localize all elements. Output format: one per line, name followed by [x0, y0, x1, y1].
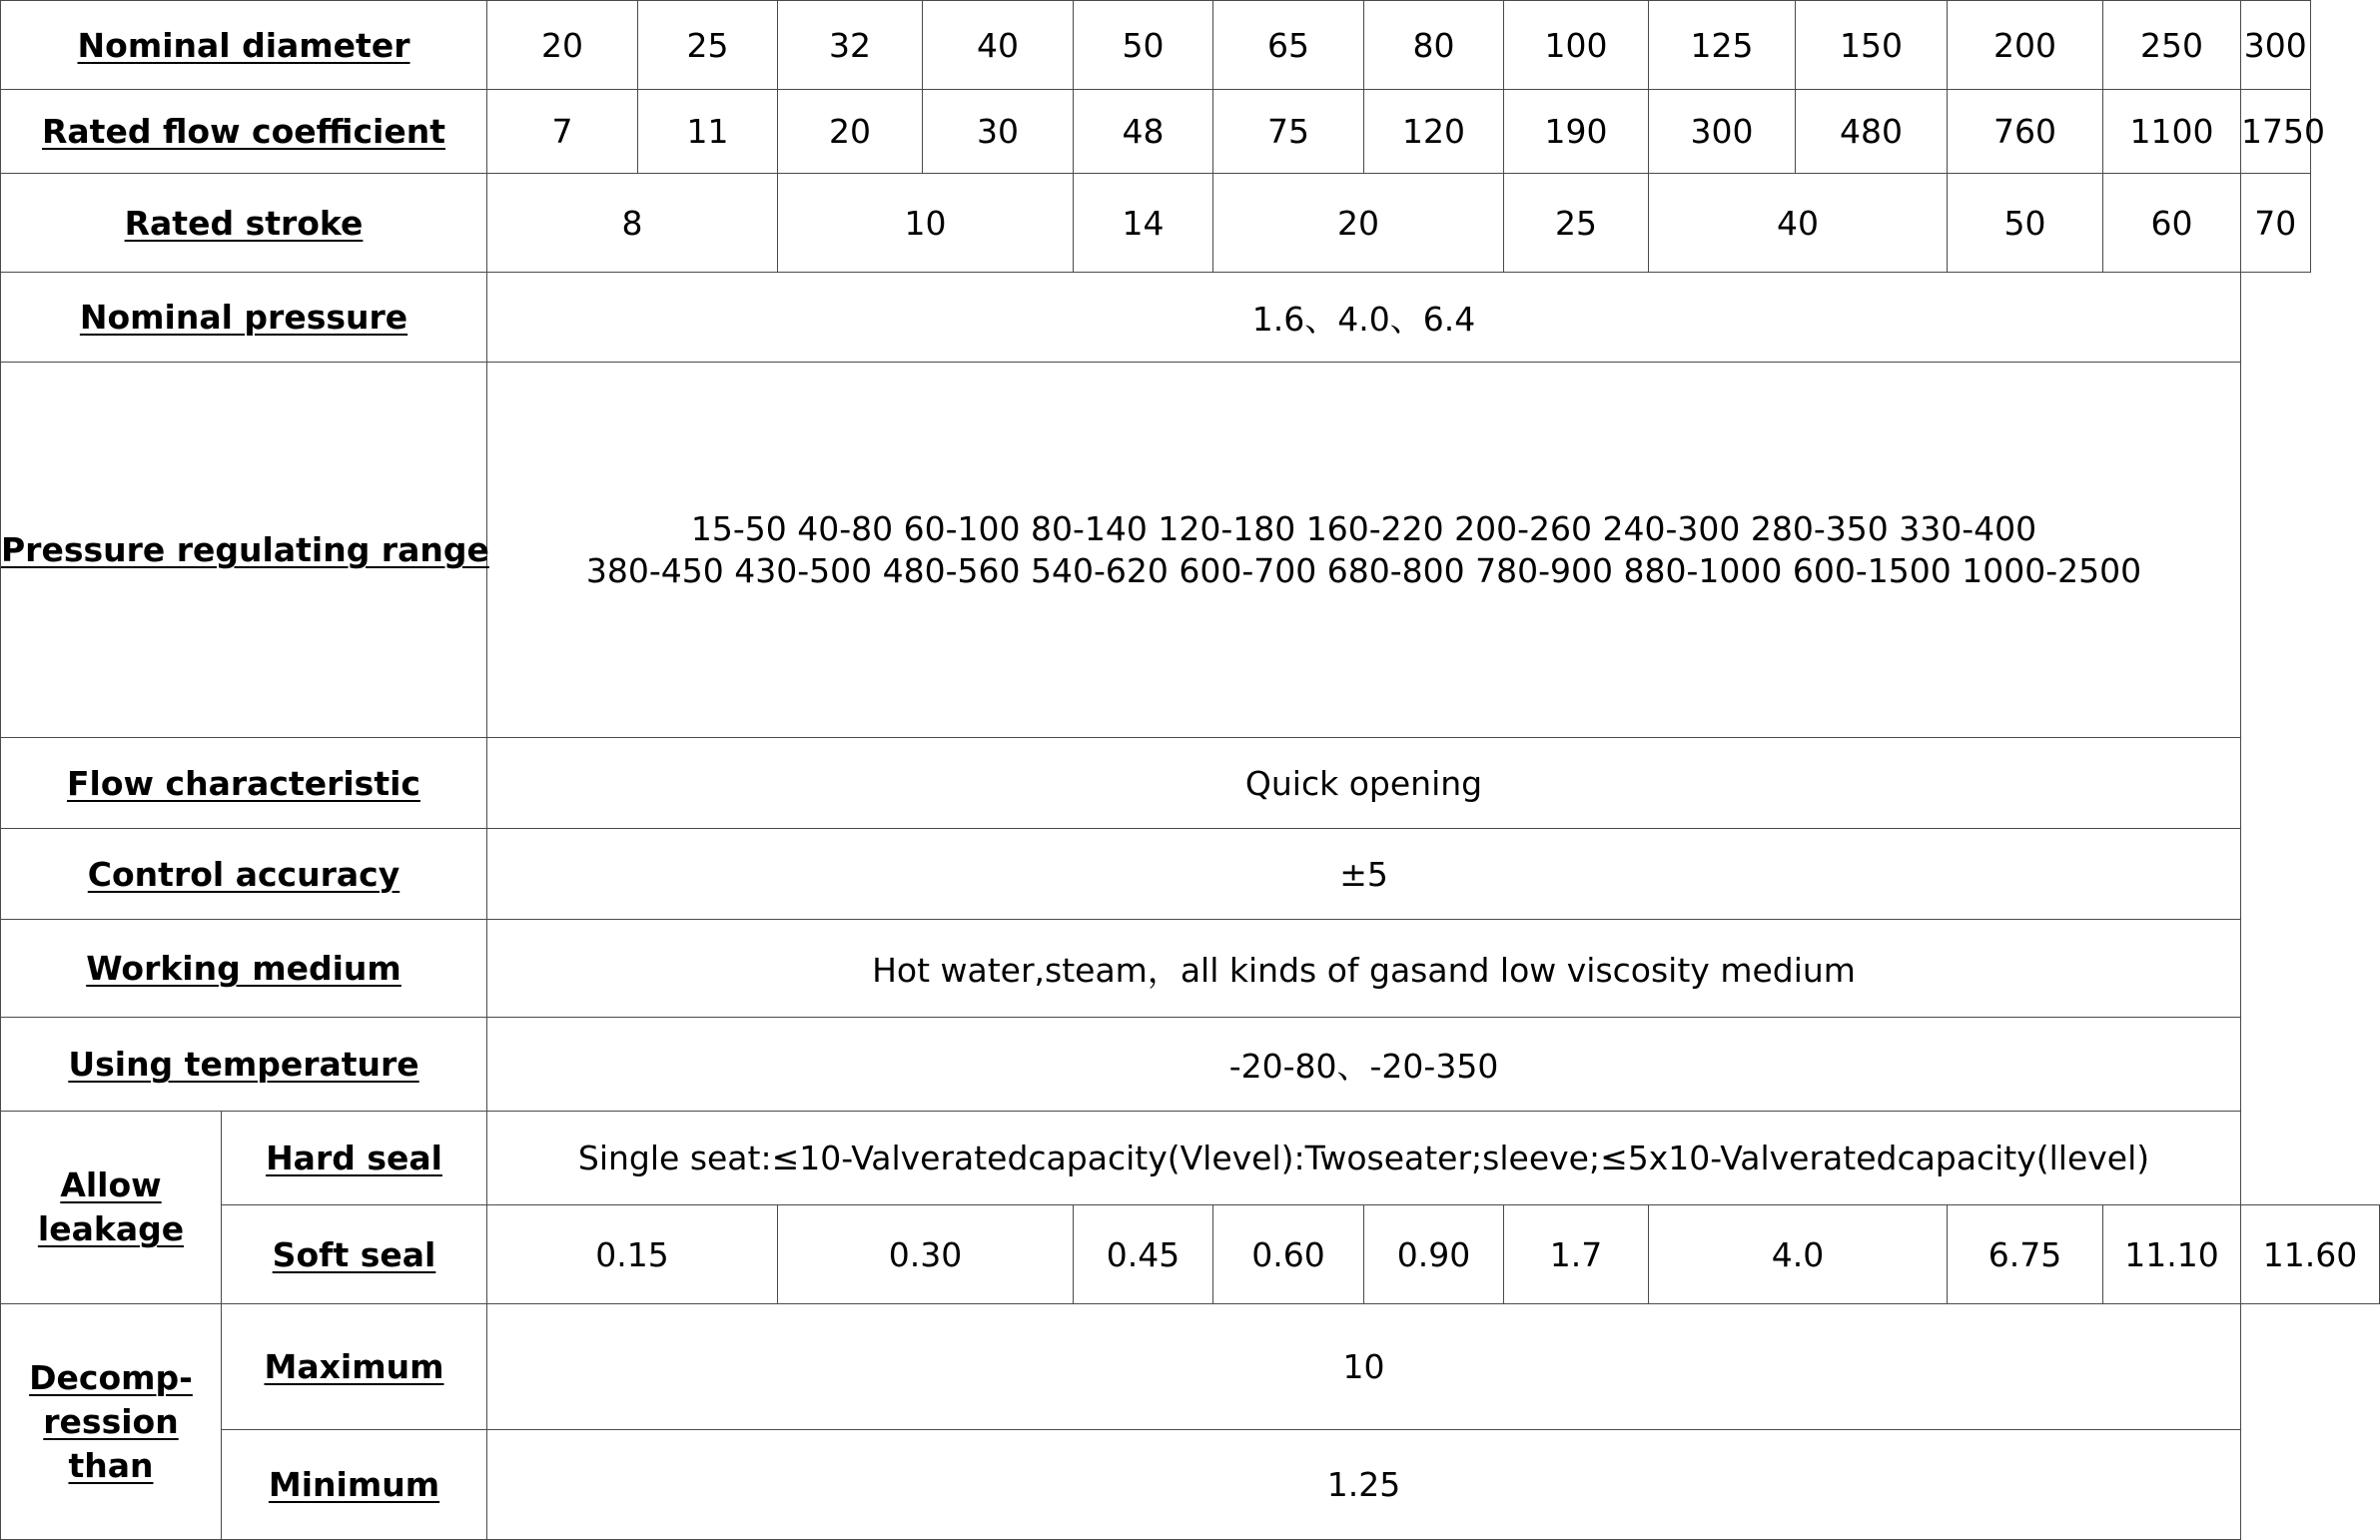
rated-stroke-value: 70: [2241, 174, 2310, 273]
soft-seal-value: 11.10: [2103, 1205, 2241, 1304]
decompression-label-line-1: Decomp-: [29, 1357, 193, 1397]
rated-flow-coefficient-label: Rated flow coefficient: [1, 90, 487, 174]
minimum-label: Minimum: [222, 1430, 487, 1540]
row-rated-flow-coefficient: [1, 90, 2380, 174]
soft-seal-value: 0.15: [487, 1205, 778, 1304]
row-nominal-diameter: [1, 1, 2380, 90]
nominal-diameter-value: 50: [1074, 1, 1213, 90]
nominal-diameter-value: 100: [1504, 1, 1649, 90]
row-pressure-regulating-range: [1, 363, 2380, 738]
rated-flow-coefficient-value: 30: [923, 90, 1074, 174]
soft-seal-value: 0.90: [1364, 1205, 1504, 1304]
soft-seal-value: 0.45: [1074, 1205, 1213, 1304]
row-nominal-pressure: [1, 273, 2380, 363]
row-rated-stroke: [1, 174, 2380, 273]
pressure-range-line-1: 15-50 40-80 60-100 80-140 120-180 160-220 200-260 240-300 280-350 330-400: [690, 508, 2037, 548]
rated-stroke-value: 14: [1074, 174, 1213, 273]
soft-seal-label: Soft seal: [222, 1205, 487, 1304]
nominal-diameter-value: 65: [1213, 1, 1364, 90]
rated-flow-coefficient-value: 760: [1948, 90, 2103, 174]
rated-stroke-value: 10: [778, 174, 1074, 273]
working-medium-label: Working medium: [1, 920, 487, 1018]
rated-stroke-value: 40: [1649, 174, 1948, 273]
nominal-pressure-label: Nominal pressure: [1, 273, 487, 363]
allow-leakage-label-line-1: Allow: [60, 1165, 162, 1204]
nominal-diameter-value: 300: [2241, 1, 2310, 90]
rated-flow-coefficient-value: 7: [487, 90, 638, 174]
rated-stroke-value: 60: [2103, 174, 2241, 273]
rated-stroke-value: 25: [1504, 174, 1649, 273]
minimum-value: 1.25: [487, 1430, 2241, 1540]
hard-seal-value: Single seat:≤10-Valveratedcapacity(Vlevel):Twoseater;sleeve;≤5x10-Valveratedcapacity(llevel): [487, 1112, 2241, 1205]
row-using-temperature: [1, 1018, 2380, 1112]
allow-leakage-label-line-2: leakage: [37, 1209, 185, 1248]
soft-seal-value: 6.75: [1948, 1205, 2103, 1304]
rated-stroke-value: 50: [1948, 174, 2103, 273]
rated-stroke-label: Rated stroke: [1, 174, 487, 273]
row-control-accuracy: [1, 829, 2380, 920]
maximum-value: 10: [487, 1304, 2241, 1430]
working-medium-value: Hot water,steam，all kinds of gasand low viscosity medium: [487, 920, 2241, 1018]
decompression-label-line-2: ression than: [43, 1401, 179, 1485]
soft-seal-value: 0.30: [778, 1205, 1074, 1304]
nominal-diameter-value: 200: [1948, 1, 2103, 90]
row-decompression-maximum: [1, 1304, 2380, 1430]
using-temperature-value: -20-80、-20-350: [487, 1018, 2241, 1112]
rated-flow-coefficient-value: 1750: [2241, 90, 2310, 174]
rated-flow-coefficient-value: 20: [778, 90, 923, 174]
soft-seal-value: 0.60: [1213, 1205, 1364, 1304]
rated-flow-coefficient-value: 48: [1074, 90, 1213, 174]
row-hard-seal: [1, 1112, 2380, 1205]
maximum-label: Maximum: [222, 1304, 487, 1430]
hard-seal-label: Hard seal: [222, 1112, 487, 1205]
pressure-range-line-2: 380-450 430-500 480-560 540-620 600-700 680-800 780-900 880-1000 600-1500 1000-2500: [585, 550, 2142, 590]
nominal-diameter-value: 125: [1649, 1, 1796, 90]
soft-seal-value: 4.0: [1649, 1205, 1948, 1304]
rated-flow-coefficient-value: 120: [1364, 90, 1504, 174]
rated-flow-coefficient-value: 190: [1504, 90, 1649, 174]
pressure-regulating-range-value: [487, 363, 2241, 738]
nominal-diameter-value: 20: [487, 1, 638, 90]
nominal-diameter-value: 80: [1364, 1, 1504, 90]
nominal-pressure-value: 1.6、4.0、6.4: [487, 273, 2241, 363]
control-accuracy-label: Control accuracy: [1, 829, 487, 920]
row-decompression-minimum: [1, 1430, 2380, 1540]
rated-flow-coefficient-value: 11: [638, 90, 778, 174]
nominal-diameter-value: 250: [2103, 1, 2241, 90]
nominal-diameter-value: 40: [923, 1, 1074, 90]
rated-flow-coefficient-value: 480: [1796, 90, 1948, 174]
using-temperature-label: Using temperature: [1, 1018, 487, 1112]
pressure-regulating-range-label: Pressure regulating range: [1, 363, 487, 738]
rated-flow-coefficient-value: 300: [1649, 90, 1796, 174]
rated-stroke-value: 8: [487, 174, 778, 273]
soft-seal-value: 11.60: [2241, 1205, 2380, 1304]
row-soft-seal: [1, 1205, 2380, 1304]
rated-stroke-value: 20: [1213, 174, 1504, 273]
nominal-diameter-value: 150: [1796, 1, 1948, 90]
control-accuracy-value: ±5: [487, 829, 2241, 920]
nominal-diameter-value: 25: [638, 1, 778, 90]
nominal-diameter-label: Nominal diameter: [1, 1, 487, 90]
flow-characteristic-label: Flow characteristic: [1, 738, 487, 829]
flow-characteristic-value: Quick opening: [487, 738, 2241, 829]
decompression-ratio-label: [1, 1304, 222, 1540]
rated-flow-coefficient-value: 75: [1213, 90, 1364, 174]
soft-seal-value: 1.7: [1504, 1205, 1649, 1304]
nominal-diameter-value: 32: [778, 1, 923, 90]
allow-leakage-label: [1, 1112, 222, 1304]
row-flow-characteristic: [1, 738, 2380, 829]
rated-flow-coefficient-value: 1100: [2103, 90, 2241, 174]
row-working-medium: [1, 920, 2380, 1018]
